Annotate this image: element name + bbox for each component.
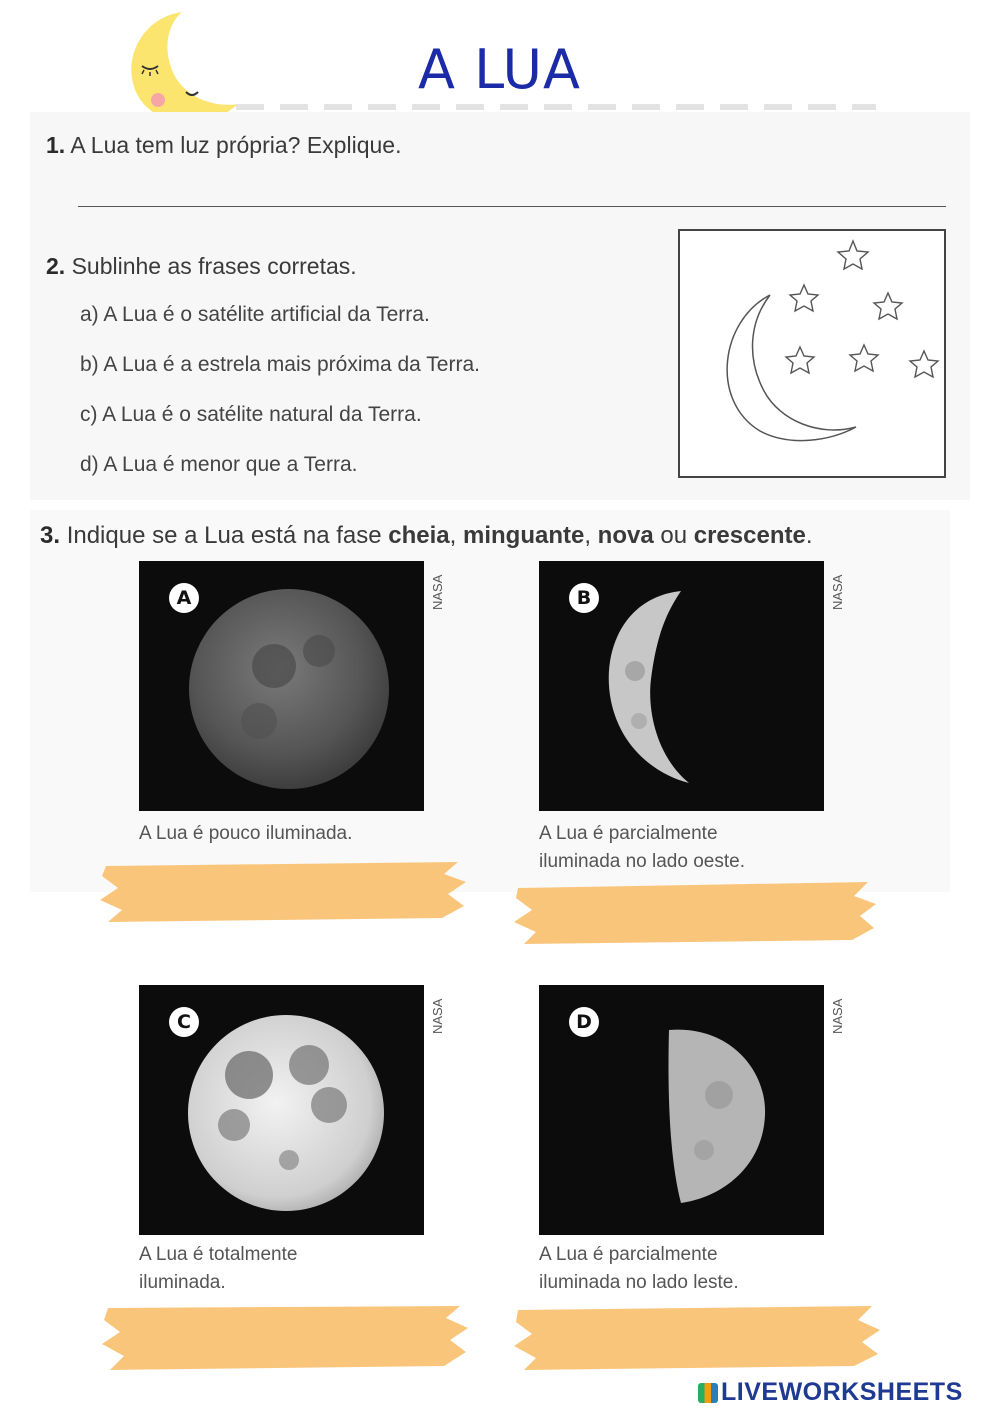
phase-word-cheia: cheia [388,522,450,549]
photo-caption-a: A Lua é pouco iluminada. [139,823,353,844]
liveworksheets-logo [698,1378,963,1407]
photo-credit-c: NASA [430,998,445,1034]
option-a[interactable]: a) A Lua é o satélite artificial da Terra. [80,303,430,326]
question-2-number: 2. [46,253,66,279]
star-icon [838,241,868,269]
question-3-text: Indique se a Lua está na fase [66,522,382,549]
star-icon [850,345,878,371]
photo-label-b: B [569,583,599,613]
liveworksheets-logo-icon [698,1383,718,1403]
star-icon [786,347,814,373]
question-2 [46,253,357,280]
moon-stars-drawing [678,229,946,478]
photo-caption-d: A Lua é parcialmente iluminada no lado leste. [539,1244,739,1293]
photo-label-a: A [169,583,199,613]
answer-field-c[interactable] [100,1302,470,1354]
question-1 [46,132,401,159]
separator: , [449,522,457,549]
phase-word-minguante: minguante [462,522,585,549]
star-icon [874,293,902,319]
answer-field-b[interactable] [512,880,877,932]
question-1-number: 1. [46,132,66,158]
photo-credit-b: NASA [830,574,845,610]
photo-credit-a: NASA [430,574,445,610]
photo-label-d: D [569,1007,599,1037]
separator: , [584,522,591,549]
sleeping-moon-icon [120,8,245,128]
phase-word-crescente: crescente [693,522,806,549]
title-divider [236,104,876,110]
photo-credit-d: NASA [830,998,845,1034]
star-icon [790,285,818,311]
page-title: A LUA [418,38,581,101]
question-3 [40,522,812,550]
answer-field-a[interactable] [98,860,468,912]
period: . [805,522,813,549]
photo-caption-c: A Lua é totalmente iluminada. [139,1244,298,1293]
star-icon [910,351,938,377]
photo-caption-b: A Lua é parcialmente iluminada no lado oeste. [539,823,745,872]
logo-text: LIVEWORKSHEETS [721,1378,963,1406]
answer-line-q1[interactable] [78,206,946,207]
option-c[interactable]: c) A Lua é o satélite natural da Terra. [80,403,422,426]
answer-field-d[interactable] [512,1302,882,1354]
option-d[interactable]: d) A Lua é menor que a Terra. [80,453,358,476]
question-2-text: Sublinhe as frases corretas. [71,253,357,279]
photo-label-c: C [169,1007,199,1037]
question-1-text: A Lua tem luz própria? Explique. [70,132,402,158]
phase-word-nova: nova [597,522,654,549]
option-b[interactable]: b) A Lua é a estrela mais próxima da Terra. [80,353,480,376]
question-3-number: 3. [40,522,61,549]
word-ou: ou [660,522,688,549]
